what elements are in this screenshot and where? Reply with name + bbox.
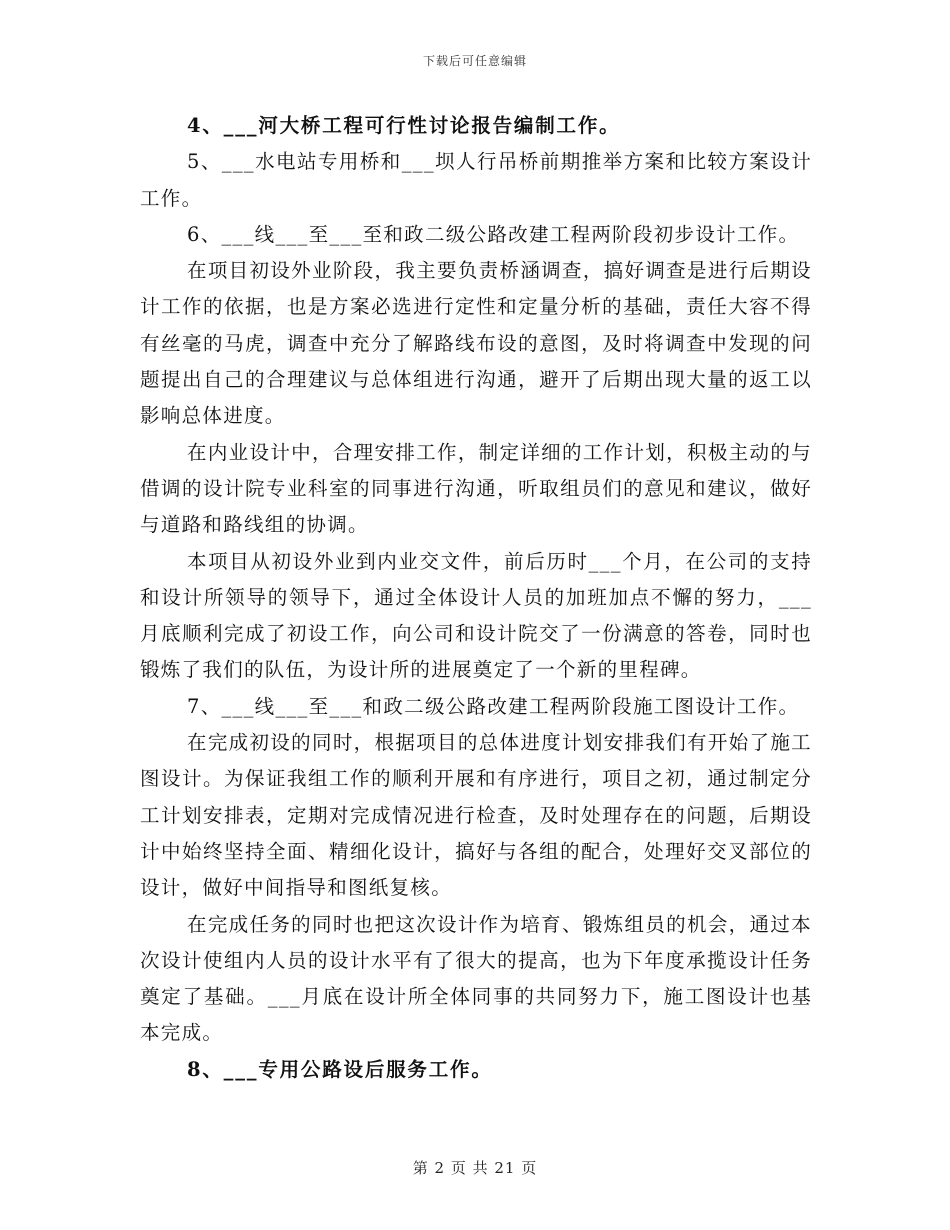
item-7-paragraph: 7、___线___至___和政二级公路改建工程两阶段施工图设计工作。 — [187, 694, 800, 718]
item-8-heading: 8、___专用公路设后服务工作。 — [187, 1057, 493, 1081]
body-paragraph: 在内业设计中，合理安排工作，制定详细的工作计划，积极主动的与借调的设计院专业科室的同事进行沟通，听取组员们的意见和建议，做好与道路和路线组的协调。 — [140, 440, 812, 537]
page-footer: 第 2 页 共 21 页 — [412, 1159, 538, 1177]
body-paragraph: 在完成任务的同时也把这次设计作为培育、锻炼组员的机会，通过本次设计使组内人员的设计水平有了很大的提高，也为下年度承揽设计任务奠定了基础。___月底在设计所全体同事的共同努力下，施工图设计也基本完成。 — [140, 912, 812, 1045]
page-header: 下载后可任意编辑 — [422, 54, 527, 68]
item-6-paragraph: 6、___线___至___至和政二级公路改建工程两阶段初步设计工作。 — [187, 222, 800, 246]
item-5-paragraph: 5、___水电站专用桥和___坝人行吊桥前期推举方案和比较方案设计工作。 — [140, 150, 812, 210]
body-paragraph: 本项目从初设外业到内业交文件，前后历时___个月，在公司的支持和设计所领导的领导下，通过全体设计人员的加班加点不懈的努力，___月底顺利完成了初设工作，向公司和设计院交了一份满意的答卷，同时也锻炼了我们的队伍，为设计所的进展奠定了一个新的里程碑。 — [140, 549, 812, 682]
document-body — [140, 108, 812, 1088]
body-paragraph: 在完成初设的同时，根据项目的总体进度计划安排我们有开始了施工图设计。为保证我组工作的顺利开展和有序进行，项目之初，通过制定分工计划安排表，定期对完成情况进行检查，及时处理存在的问题，后期设计中始终坚持全面、精细化设计，搞好与各组的配合，处理好交叉部位的设计，做好中间指导和图纸复核。 — [140, 731, 812, 900]
body-paragraph: 在项目初设外业阶段，我主要负责桥涵调查，搞好调查是进行后期设计工作的依据，也是方案必选进行定性和定量分析的基础，责任大容不得有丝毫的马虎，调查中充分了解路线布设的意图，及时将调查中发现的问题提出自己的合理建议与总体组进行沟通，避开了后期出现大量的返工以影响总体进度。 — [140, 259, 812, 428]
item-4-heading: 4、___河大桥工程可行性讨论报告编制工作。 — [187, 114, 621, 137]
